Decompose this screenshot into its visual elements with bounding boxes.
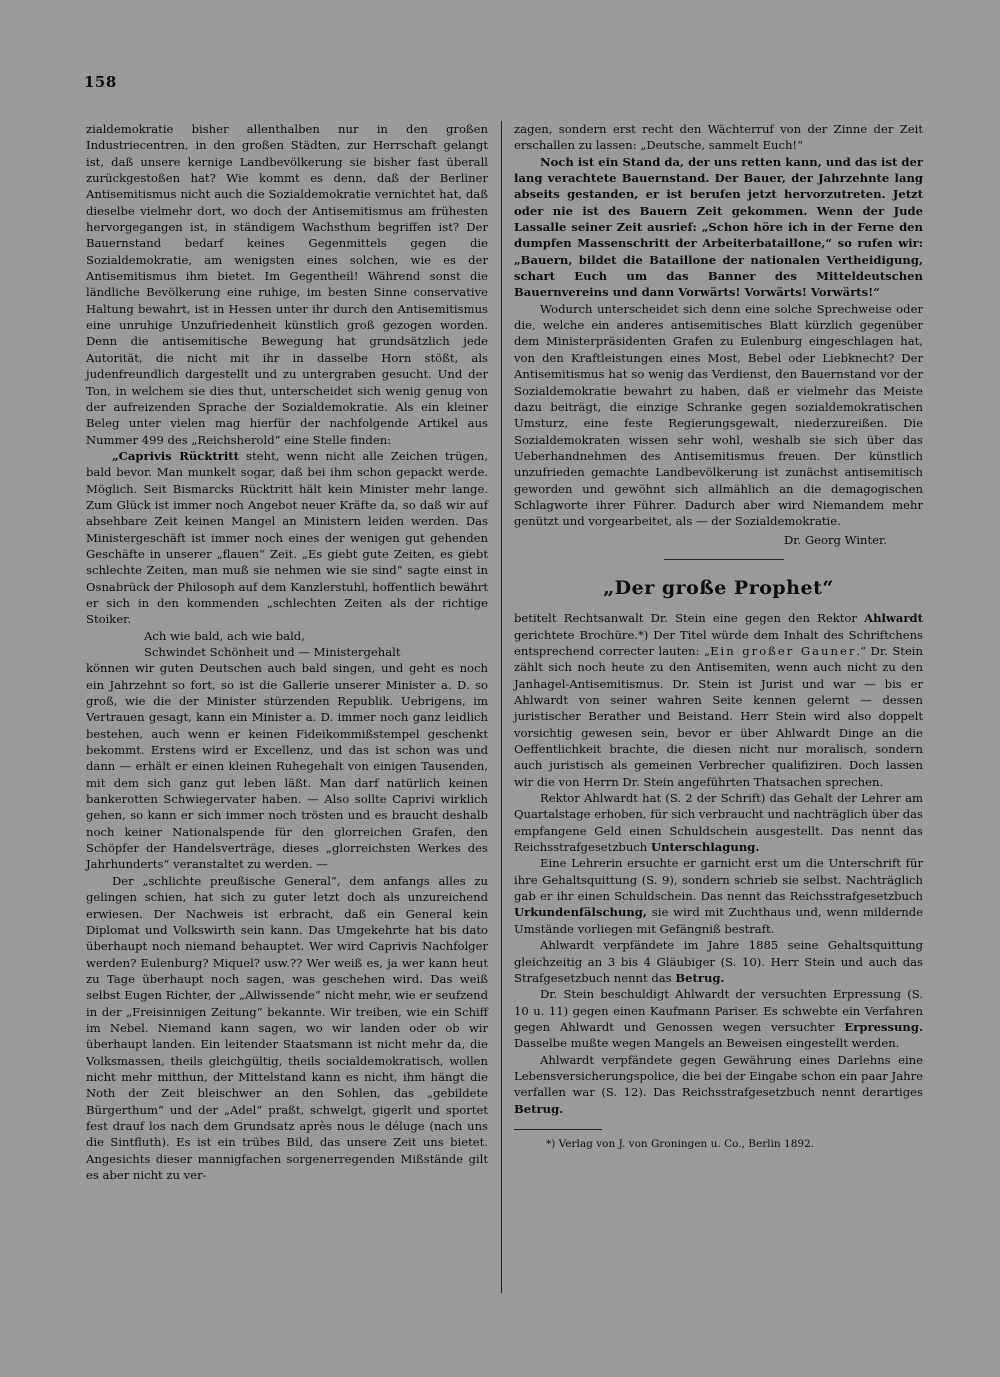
bold-name: Ahlwardt (864, 611, 923, 626)
paragraph (514, 986, 923, 1051)
paragraph-text: gerichtete Brochüre.*) Der Titel würde dem Inhalt des Schriftchens entsprechend correcter lauten: „ (514, 627, 923, 658)
right-column (514, 121, 923, 1152)
signature: Dr. Georg Winter. (783, 532, 887, 547)
spaced-text: Ein großer Gauner (710, 643, 857, 658)
paragraph-text: Dr. Stein beschuldigt Ahlwardt der versuchten Erpressung (S. 10 u. 11) gegen einen Kaufmann Pariser. Es schwebte ein Verfahren gegen Ahlwardt und Genossen wegen versuchter (514, 987, 923, 1034)
paragraph-text: steht, wenn nicht alle Zeichen trügen, bald bevor. Man munkelt sogar, daß bei ihm schon gepackt werde. Möglich. Seit Bismarcks Rücktritt hält kein Minister mehr lange. Zum Glück ist immer noch Angebot neuer Kräfte da, so daß wir auf absehbare Zeit keinen Mangel an Ministern leiden werden. Das Ministergeschäft ist immer noch eines der wenigen gut gehenden Geschäfte in unserer „flauen“ Zeit. „Es giebt gute Zeiten, es giebt schlechte Zeiten, man muß sie nehmen wie sie sind“ sagte einst in Osnabrück der Philosoph auf dem Kanzlerstuhl, hoffentlich bewährt er sich in den kommenden „schlechten Zeiten als der richtige Stoiker. (86, 448, 488, 627)
bold-term: Betrug. (675, 970, 725, 985)
quote-paragraph (86, 448, 488, 628)
bold-lead: „Caprivis Rücktritt (112, 448, 239, 463)
section-rule (664, 559, 784, 560)
paragraph (514, 937, 923, 986)
page-number: 158 (84, 73, 117, 91)
paragraph (514, 855, 923, 937)
bold-term: Urkundenfälschung, (514, 905, 647, 920)
column-divider (501, 121, 502, 1293)
bold-term: Unterschlagung. (650, 840, 760, 855)
footnote-rule (514, 1129, 602, 1130)
paragraph-text: Ahlwardt verpfändete gegen Gewährung eines Darlehns eine Lebensversicherungspolice, die bei der Eingabe schon ein paar Jahre verfallen war (S. 12). Das Reichsstrafgesetzbuch nennt derartiges (514, 1052, 923, 1100)
verse-line: Ach wie bald, ach wie bald, (144, 628, 305, 643)
left-column (86, 121, 488, 1183)
paragraph: zagen, sondern erst recht den Wächterruf von der Zinne der Zeit erschallen zu lassen: „Deutsche, sammelt Euch!“ (514, 122, 923, 153)
footnote: *) Verlag von J. von Groningen u. Co., Berlin 1892. (546, 1137, 815, 1150)
paragraph-text: Rektor Ahlwardt hat (S. 2 der Schrift) das Gehalt der Lehrer am Quartalstage erhoben, für sich verbraucht und nachträglich über das empfangene Geld einen Schuldschein ausgestellt. Das nennt das Reichsstrafgesetzbuch (514, 791, 923, 855)
paragraph: zialdemokratie bisher allenthalben nur in den großen Industriecentren, in den großen Städten, zur Herrschaft gelangt ist, daß unsere kernige Landbevölkerung sie bisher fast überall zurückgestoßen hat? Wie kommt es denn, daß der Berliner Antisemitismus nicht auch die Sozialdemokratie vernichtet hat, daß dieselbe vielmehr dort, wo doch der Antisemitismus am frühesten hervorgegangen ist, in ständigem Wachsthum begriffen ist? Der Bauernstand bedarf keines Gegenmittels gegen die Sozialdemokratie, am wenigsten eines solchen, wie es der Antisemitismus ihm bietet. Im Gegentheil! Während sonst die ländliche Bevölkerung eine ruhige, im besten Sinne conservative Haltung bewahrt, ist in Hessen unter ihr durch den Antisemitismus eine unruhige Unzufriedenheit künstlich groß gezogen worden. Denn die antisemitische Bewegung hat grundsätzlich jede Autorität, die nicht mit ihr in dasselbe Horn stößt, als judenfreundlich dargestellt und zu untergraben gesucht. Und der Ton, in welchem sie dies thut, unterscheidet sich wenig genug von der aufreizenden Sprache der Sozialdemokratie. Als ein kleiner Beleg unter vielen mag hierfür der nachfolgende Artikel aus Nummer 499 des „Reichsherold“ eine Stelle finden: (86, 122, 488, 447)
paragraph-text: sie wird mit Zuchthaus und, wenn mildernde Umstände vorliegen mit Gefängniß bestraft. (514, 905, 923, 936)
paragraph: können wir guten Deutschen auch bald singen, und geht es noch ein Jahrzehnt so fort, so ist die Gallerie unserer Minister a. D. so groß, wie die der Minister stürzenden Republik. Uebrigens, im Vertrauen gesagt, kann ein Minister a. D. immer noch ganz leidlich bestehen, auch wenn er keinen Fideikommißstempel geschenkt bekommt. Erstens wird er Excellenz, und das ist schon was und dann — erhält er einen kleinen Ruhegehalt von einigen Tausenden, mit dem sich ganz gut leben läßt. Man darf natürlich keinen bankerotten Schwiegervater haben. — Also sollte Caprivi wirklich gehen, so kann er sich immer noch trösten und es braucht deshalb noch keiner Nationalspende für den glorreichen Grafen, den Schöpfer der Handelsverträge, dieses „glorreichsten Werkes des Jahrhunderts“ veranstaltet zu werden. — (86, 661, 488, 872)
paragraph (514, 790, 923, 855)
paragraph-text: Eine Lehrerin ersuchte er garnicht erst um die Unterschrift für ihre Gehaltsquittung (S. 9), sondern schrieb sie selbst. Nachträglich gab er ihr einen Schuldschein. Das nennt das Reichsstrafgesetzbuch (514, 856, 923, 904)
paragraph-text: betitelt Rechtsanwalt Dr. Stein eine gegen den Rektor (514, 611, 865, 626)
bold-term: Erpressung. (844, 1019, 923, 1034)
paragraph-text: .“ Dr. Stein zählt sich noch heute zu den Antisemiten, wenn auch nicht zu den Janhagel-Antisemitismus. Dr. Stein ist Jurist und war — bis er Ahlwardt von seiner wahren Seite kennen gelernt — dessen juristischer Berather und Beistand. Herr Stein wird also doppelt vorsichtig gewesen sein, bevor er über Ahlwardt Dinge an die Oeffentlichkeit brachte, die diesen nicht nur moralisch, sondern auch juristisch als gemeinen Verbrecher qualifiziren. Doch lassen wir die von Herrn Dr. Stein angeführten Thatsachen sprechen. (514, 643, 923, 789)
paragraph: Der „schlichte preußische General“, dem anfangs alles zu gelingen schien, hat sich zu guter letzt doch als unzureichend erwiesen. Der Nachweis ist erbracht, daß ein General kein Diplomat und Volkswirth sein kann. Das Umgekehrte hat bis dato überhaupt noch niemand behauptet. Wer wird Caprivis Nachfolger werden? Eulenburg? Miquel? usw.?? Wer weiß es, ja wer kann heut zu Tage überhaupt noch sagen, was geschehen wird. Das weiß selbst Eugen Richter, der „Allwissende“ nicht mehr, wie er seufzend in der „Freisinnigen Zeitung“ bekannte. Wir treiben, wie ein Schiff im Nebel. Niemand kann sagen, wo wir landen oder ob wir überhaupt landen. Ein leitender Staatsmann ist nicht mehr da, die Volksmassen, theils gleichgültig, theils socialdemokratisch, wollen nicht mehr mitthun, der Mittelstand kann es nicht, ihm hängt die Noth der Zeit bleischwer an den Sohlen, das „gebildete Bürgerthum“ und der „Adel“ praßt, schwelgt, gigerlt und sportet fest drauf los nach dem Grundsatz après nous le déluge (nach uns die Sintfluth). Es ist ein trübes Bild, das unsere Zeit uns bietet. Angesichts dieser mannigfachen sorgenerregenden Mißstände gilt es aber nicht zu ver- (86, 873, 488, 1182)
bold-term: Betrug. (514, 1101, 564, 1116)
bold-paragraph: Noch ist ein Stand da, der uns retten kann, und das ist der lang verachtete Bauernstand. Der Bauer, der Jahrzehnte lang abseits gestanden, er ist berufen jetzt hervorzutreten. Jetzt oder nie ist des Bauern Zeit gekommen. Wenn der Jude Lassalle seiner Zeit ausrief: „Schon höre ich in der Ferne den dumpfen Massenschritt der Arbeiterbataillone,“ so rufen wir: „Bauern, bildet die Bataillone der nationalen Vertheidigung, schart Euch um das Banner des Mitteldeutschen Bauernvereins und dann Vorwärts! Vorwärts! Vorwärts!“ (514, 154, 923, 300)
paragraph (514, 1052, 923, 1117)
paragraph-text: Ahlwardt verpfändete im Jahre 1885 seine Gehaltsquittung gleichzeitig an 3 bis 4 Gläubiger (S. 10). Herr Stein und auch das Strafgesetzbuch nennt das (514, 938, 923, 985)
paragraph (514, 610, 923, 790)
article-heading: „Der große Prophet“ (603, 576, 834, 599)
verse-line: Schwindet Schönheit und — Ministergehalt (144, 645, 401, 659)
paragraph-text: Dasselbe mußte wegen Mangels an Beweisen eingestellt werden. (514, 1036, 900, 1051)
paragraph: Wodurch unterscheidet sich denn eine solche Sprechweise oder die, welche ein anderes antisemitisches Blatt kürzlich gegenüber dem Ministerpräsidenten Grafen zu Eulenburg eingeschlagen hat, von den Kraftleistungen eines Most, Bebel oder Liebknecht? Der Antisemitismus hat so wenig das Verdienst, den Bauernstand vor der Sozialdemokratie bewahrt zu haben, daß er vielmehr das Meiste dazu beiträgt, die einzige Schranke gegen sozialdemokratischen Umsturz, eine feste Regierungsgewalt, niederzureißen. Die Sozialdemokraten wissen sehr wohl, weshalb sie sich über das Ueberhandnehmen des Antisemitismus freuen. Der künstlich unzufrieden gemachte Landbevölkerung ist zunächst antisemitisch geworden und gewöhnt sich allmählich an die demagogischen Schlagworte ihrer Führer. Dadurch aber wird Niemandem mehr genützt und vorgearbeitet, als — der Sozialdemokratie. (514, 301, 923, 529)
